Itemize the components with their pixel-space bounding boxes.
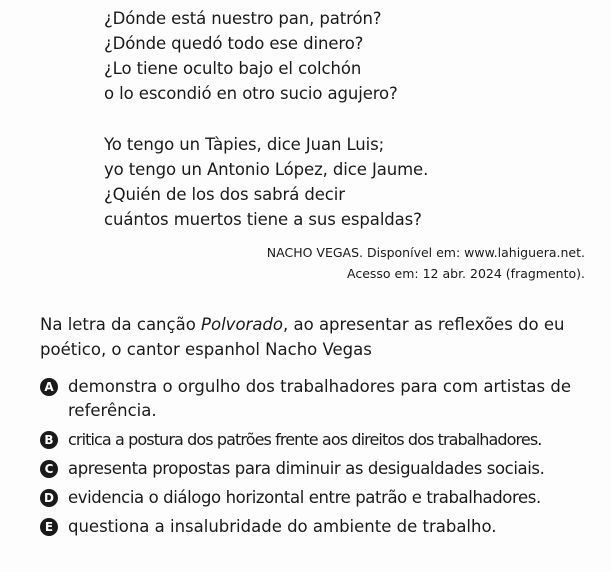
option-text: evidencia o diálogo horizontal entre patrão e trabalhadores. <box>68 488 541 507</box>
poem-line: yo tengo un Antonio López, dice Jaume. <box>104 160 429 179</box>
source-citation: NACHO VEGAS. Disponível em: www.lahiguera.net. <box>266 245 585 260</box>
poem-line: ¿Dónde está nuestro pan, patrón? <box>104 9 382 28</box>
poem-stanza-1 <box>104 6 398 106</box>
poem-stanza-2 <box>104 132 428 232</box>
answer-option-b[interactable] <box>40 428 592 452</box>
poem-line: o lo escondió en otro sucio agujero? <box>104 84 398 103</box>
option-d-letter-icon: D <box>40 489 58 507</box>
answer-option-c[interactable] <box>40 457 592 481</box>
question-text-before: Na letra da canção <box>40 315 202 334</box>
poem-line: Yo tengo un Tàpies, dice Juan Luis; <box>104 135 385 154</box>
poem-line: ¿Dónde quedó todo ese dinero? <box>104 34 364 53</box>
option-a-letter-icon: A <box>40 378 58 396</box>
poem-line: cuántos muertos tiene a sus espaldas? <box>104 210 422 229</box>
option-text: questiona a insalubridade do ambiente de trabalho. <box>68 517 497 536</box>
poem-line: ¿Quién de los dos sabrá decir <box>104 185 345 204</box>
option-text: critica a postura dos patrões frente aos direitos dos trabalhadores. <box>68 430 542 449</box>
option-text: demonstra o orgulho dos trabalhadores para com artistas de referência. <box>68 377 571 420</box>
poem-line: ¿Lo tiene oculto bajo el colchón <box>104 59 362 78</box>
option-c-letter-icon: C <box>40 460 58 478</box>
answer-option-e[interactable] <box>40 515 592 539</box>
question-text-after: , ao apresentar as reflexões do eu poético, o cantor espanhol Nacho Vegas <box>40 315 565 359</box>
answer-option-d[interactable] <box>40 486 592 510</box>
answer-option-a[interactable] <box>40 375 592 423</box>
question-stem <box>40 312 588 362</box>
option-e-letter-icon: E <box>40 518 58 536</box>
option-b-letter-icon: B <box>40 431 58 449</box>
answer-options <box>40 375 592 544</box>
option-text: apresenta propostas para diminuir as desigualdades sociais. <box>68 459 545 478</box>
source-access-date: Acesso em: 12 abr. 2024 (fragmento). <box>347 266 585 281</box>
song-title: Polvorado <box>201 315 283 334</box>
